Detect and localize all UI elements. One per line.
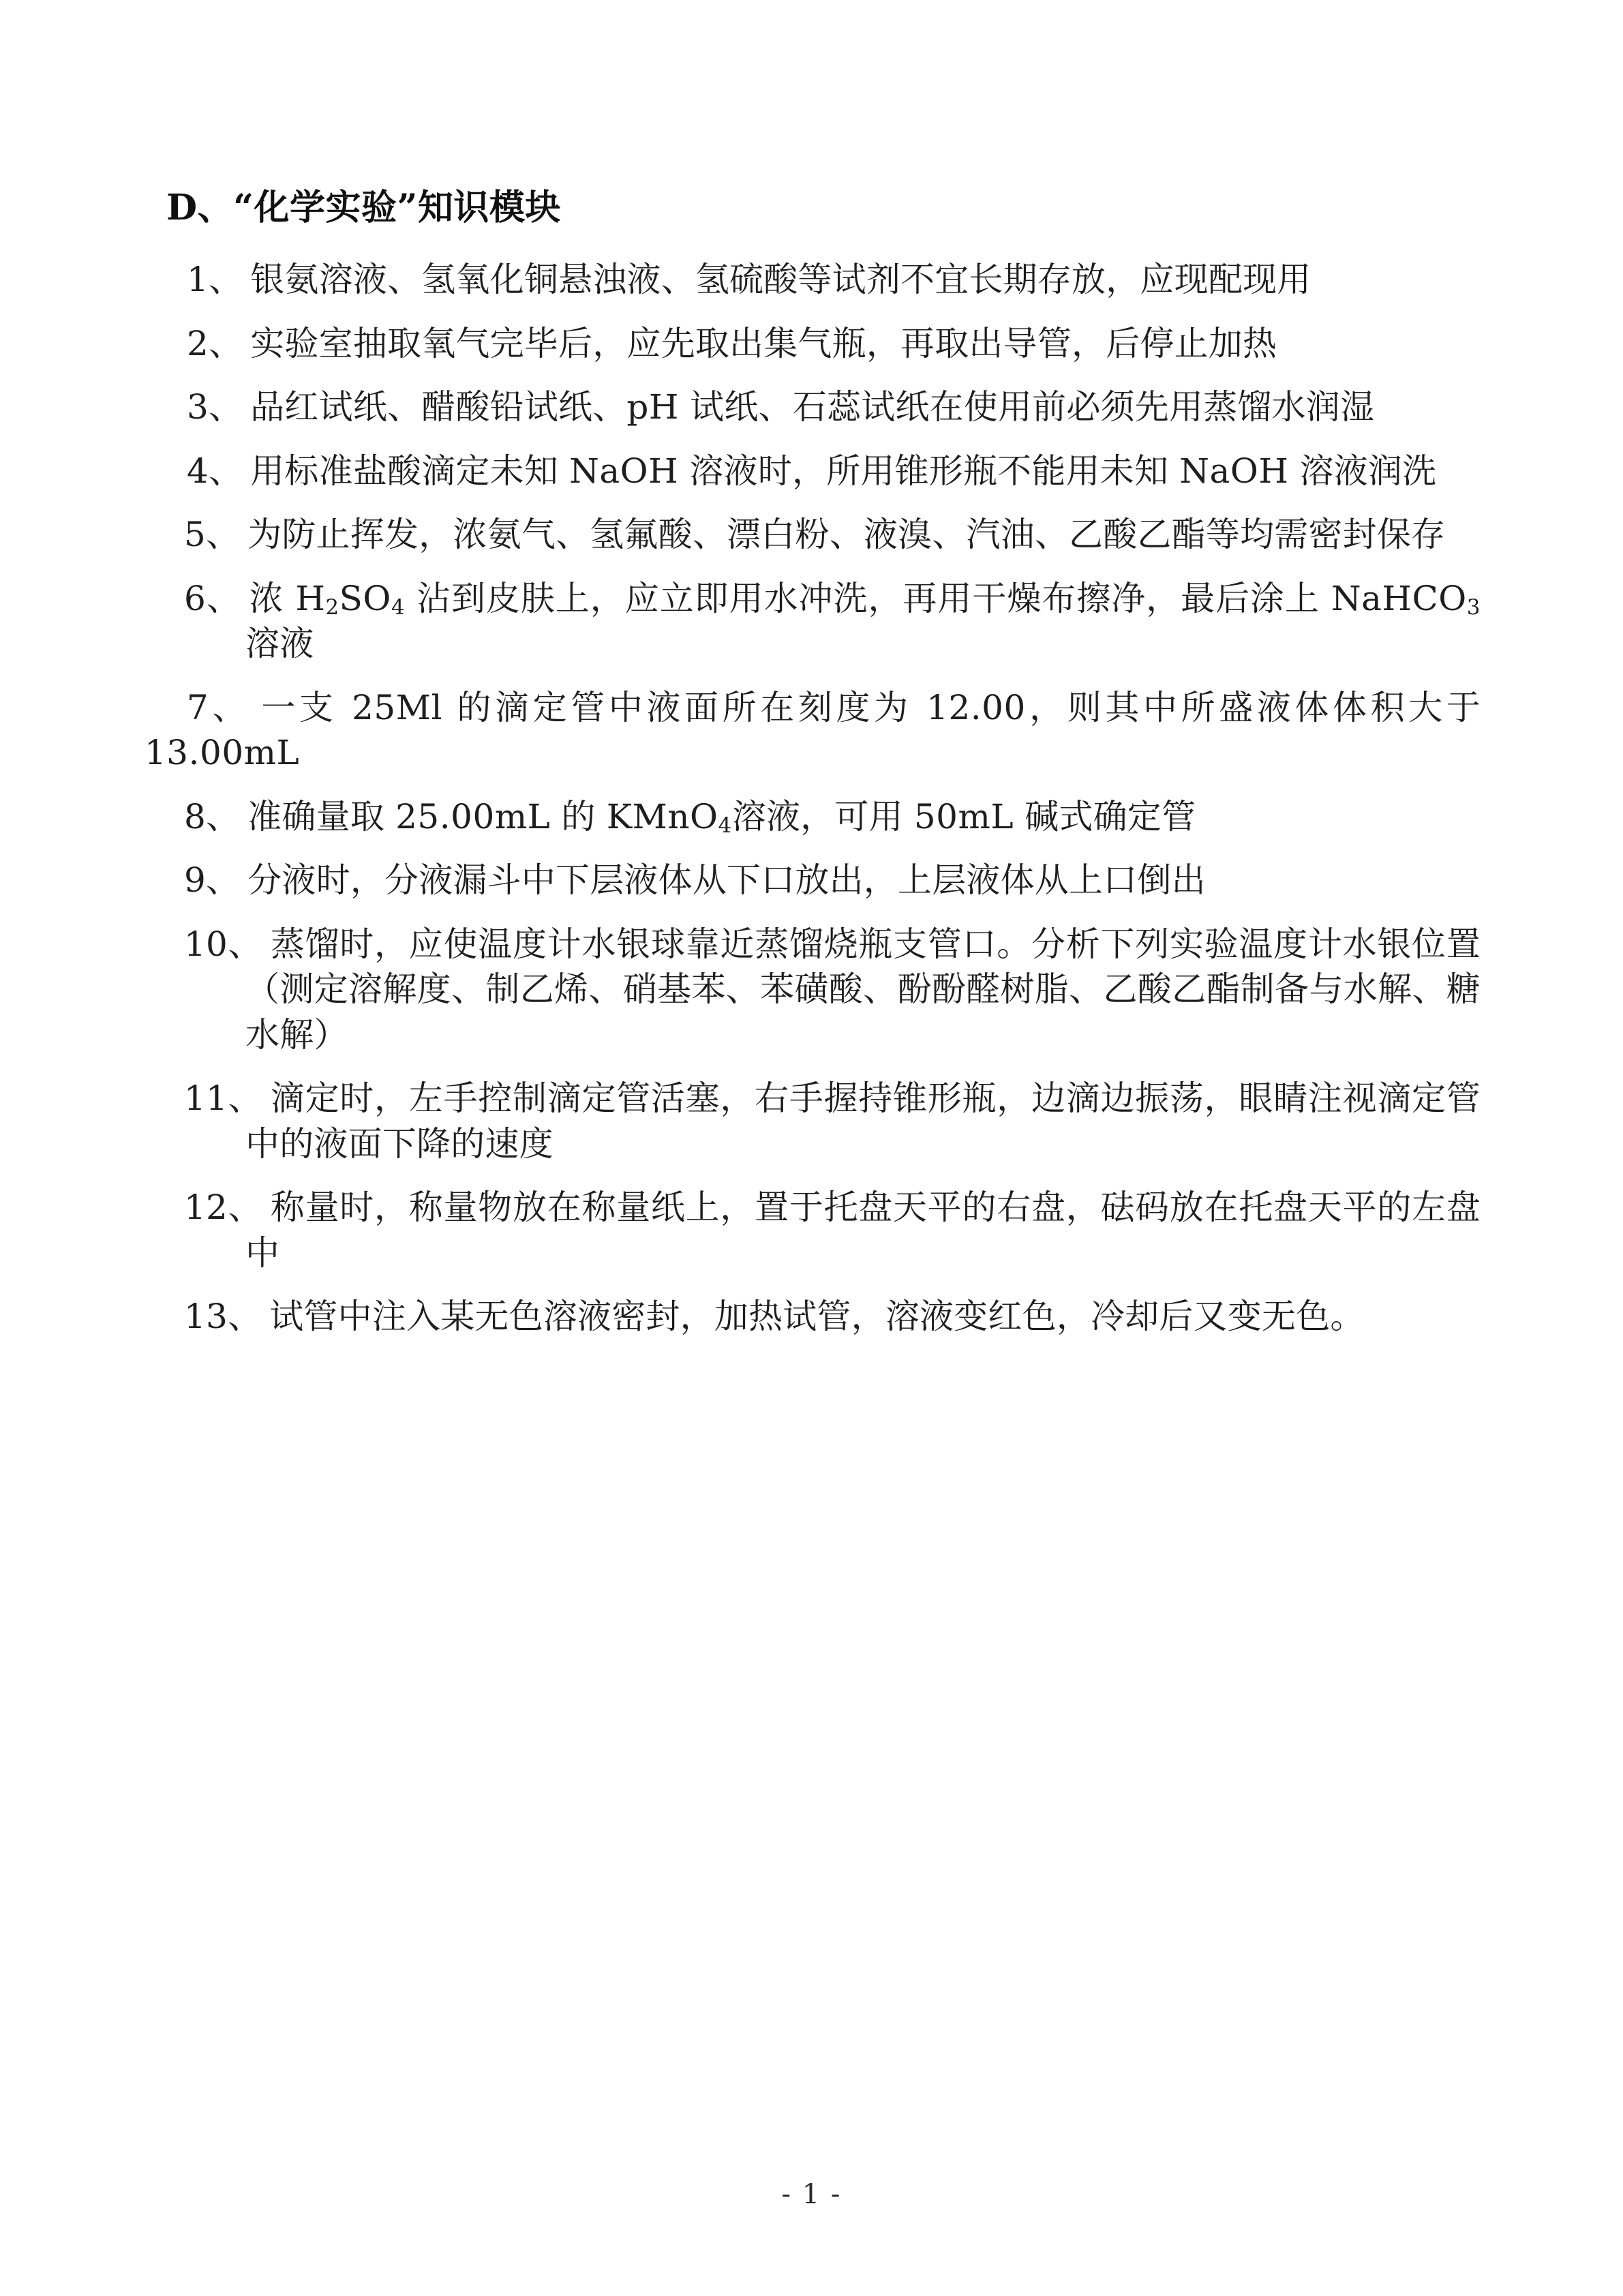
list-item-text: 试管中注入某无色溶液密封，加热试管，溶液变红色，冷却后又变无色。 (269, 1297, 1365, 1336)
latin-text: 13.00mL (145, 733, 300, 772)
page-number-footer: - 1 - (781, 2179, 842, 2210)
numbered-item-list (145, 257, 1481, 1340)
list-item-number: 7、 (187, 687, 251, 727)
list-item-number: 9、 (184, 860, 241, 900)
list-item (145, 321, 1481, 367)
list-item-number: 13、 (184, 1297, 262, 1336)
list-item-number: 8、 (184, 796, 241, 836)
list-item (145, 1294, 1481, 1340)
list-item-text: 为防止挥发，浓氨气、氢氟酸、漂白粉、液溴、汽油、乙酸乙酯等均需密封保存 (247, 515, 1446, 554)
document-body (145, 185, 1481, 1358)
latin-text: 50mL (913, 796, 1014, 836)
latin-text: 12.00 (926, 687, 1026, 727)
chemical-formula: NaHCO$_3$ (1331, 578, 1481, 620)
list-item (145, 794, 1481, 840)
list-item-text: 浓 $H_2SO_4$ 沾到皮肤上，应立即用水冲洗，再用干燥布擦净，最后涂上 NaHCO$_3$ 溶液 (245, 578, 1481, 663)
chemical-formula: $H_2SO_4$ (295, 578, 406, 620)
list-item-number: 1、 (187, 260, 243, 299)
chemical-formula: KMnO$_4$ (606, 796, 732, 839)
list-item-text: 银氨溶液、氢氧化铜悬浊液、氢硫酸等试剂不宜长期存放，应现配现用 (250, 260, 1311, 299)
list-item-number: 4、 (187, 451, 243, 491)
page-title: D、“化学实验”知识模块 (166, 187, 561, 228)
latin-text: 25Ml (352, 687, 442, 727)
list-item-text: 品红试纸、醋酸铅试纸、pH 试纸、石蕊试纸在使用前必须先用蒸馏水润湿 (250, 387, 1375, 427)
list-item (145, 685, 1481, 776)
latin-text: NaOH (569, 451, 679, 491)
list-item-number: 10、 (184, 924, 263, 964)
list-item-text: 准确量取 25.00mL 的 KMnO$_4$溶液，可用 50mL 碱式确定管 (247, 796, 1196, 839)
list-item (145, 858, 1481, 903)
list-item (145, 922, 1481, 1058)
latin-text: NaOH (1179, 451, 1289, 491)
latin-text: 25.00mL (395, 796, 551, 836)
list-item-text: 实验室抽取氧气完毕后，应先取出集气瓶，再取出导管，后停止加热 (250, 323, 1277, 363)
list-item-number: 12、 (184, 1188, 263, 1227)
list-item-text: 称量时，称量物放在称量纸上，置于托盘天平的右盘，砝码放在托盘天平的左盘中 (245, 1188, 1481, 1273)
list-item-text: 蒸馏时，应使温度计水银球靠近蒸馏烧瓶支管口。分析下列实验温度计水银位置（测定溶解度、制乙烯、硝基苯、苯磺酸、酚酚醛树脂、乙酸乙酯制备与水解、糖水解） (245, 924, 1481, 1055)
list-item (145, 1185, 1481, 1275)
list-item-number: 2、 (187, 323, 243, 363)
list-item-text: 一支 25Ml 的滴定管中液面所在刻度为 12.00，则其中所盛液体体积大于13.00mL (145, 687, 1481, 772)
list-item-text: 用标准盐酸滴定未知 NaOH 溶液时，所用锥形瓶不能用未知 NaOH 溶液润洗 (250, 451, 1437, 491)
latin-text: pH (626, 387, 680, 427)
list-item (145, 384, 1481, 430)
list-item-text: 滴定时，左手控制滴定管活塞，右手握持锥形瓶，边滴边振荡，眼睛注视滴定管中的液面下降的速度 (245, 1078, 1481, 1164)
list-item (145, 449, 1481, 494)
list-item (145, 257, 1481, 303)
list-item (145, 576, 1481, 667)
list-item-text: 分液时，分液漏斗中下层液体从下口放出，上层液体从上口倒出 (247, 860, 1206, 900)
list-item (145, 512, 1481, 558)
list-item (145, 1076, 1481, 1166)
list-item-number: 5、 (184, 515, 241, 554)
list-item-number: 6、 (184, 578, 241, 618)
list-item-number: 11、 (184, 1078, 263, 1118)
list-item-number: 3、 (187, 387, 243, 427)
